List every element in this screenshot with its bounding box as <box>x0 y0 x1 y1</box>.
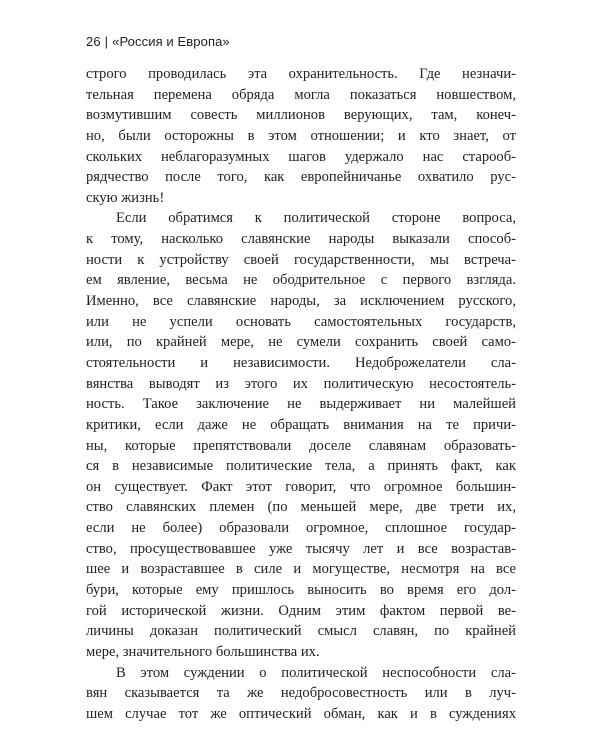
text-line: мере, значительного большинства их. <box>86 643 320 660</box>
text-line: ны, которые препятствовали доселе славянам образовать- <box>86 437 516 454</box>
text-line: Именно, все славянские народы, за исключением русского, <box>86 293 516 310</box>
paragraph <box>86 208 516 662</box>
text-line: гой исторической жизни. Одним этим фактом первой ве- <box>86 602 516 619</box>
text-line: личины доказан политический смысл славян, по крайней <box>86 623 516 640</box>
text-line: скую жизнь! <box>86 189 165 206</box>
text-line: ся в независимые политические тела, а принять факт, как <box>86 458 516 475</box>
text-line: ности к устройству своей государственности, мы встреча- <box>86 251 516 268</box>
text-line: критики, если даже не обращать внимания на те причи- <box>86 416 516 433</box>
text-line: ность. Такое заключение не выдерживает ни малейшей <box>86 396 516 413</box>
text-line: или не успели основать самостоятельных государств, <box>86 313 516 330</box>
text-line: рядчество после того, как европейничанье охватило рус- <box>86 169 516 186</box>
text-line: но, были осторожны в этом отношении; и кто знает, от <box>86 127 516 144</box>
text-line: ство славянских племен (по меньшей мере, две трети их, <box>86 499 516 516</box>
text-line: он существует. Факт этот говорит, что огромное большин- <box>86 478 516 495</box>
body-text <box>86 64 516 725</box>
running-head <box>86 34 230 49</box>
text-line: если не более) образовали огромное, сплошное государ- <box>86 520 516 537</box>
text-line: строго проводилась эта охранительность. Где незначи- <box>86 66 516 82</box>
text-line: бури, которые ему пришлось выносить во время его дол- <box>86 582 516 599</box>
text-line: ство, просуществовавшее уже тысячу лет и все возрастав- <box>86 540 516 557</box>
text-line: стоятельности и независимости. Недоброжелатели сла- <box>86 354 516 371</box>
text-line: вянства выводят из этого их политическую несостоятель- <box>86 375 516 392</box>
text-line: вян сказывается та же недобросовестность или в луч- <box>86 685 516 702</box>
text-line: В этом суждении о политической неспособности сла- <box>116 664 516 681</box>
text-line: Если обратимся к политической стороне вопроса, <box>116 210 516 227</box>
book-title: «Россия и Европа» <box>112 34 230 49</box>
text-line: возмутившим совесть миллионов верующих, там, конеч- <box>86 107 516 124</box>
paragraph <box>86 663 516 725</box>
text-line: тельная перемена обряда могла показаться новшеством, <box>86 86 516 103</box>
text-line: или, по крайней мере, не сумели сохранить своей само- <box>86 334 516 351</box>
paragraph <box>86 64 516 208</box>
header-separator: | <box>104 34 109 49</box>
text-line: шее и возраставшее в силе и могуществе, несмотря на все <box>86 561 516 578</box>
page-number: 26 <box>86 34 101 49</box>
text-line: скольких неблагоразумных шагов удержало нас старооб- <box>86 148 516 165</box>
text-line: к тому, насколько славянские народы выказали способ- <box>86 231 516 248</box>
text-line: ем явление, весьма не ободрительное с первого взгляда. <box>86 272 516 289</box>
text-line: шем случае тот же оптический обман, как и в суждениях <box>86 705 516 722</box>
